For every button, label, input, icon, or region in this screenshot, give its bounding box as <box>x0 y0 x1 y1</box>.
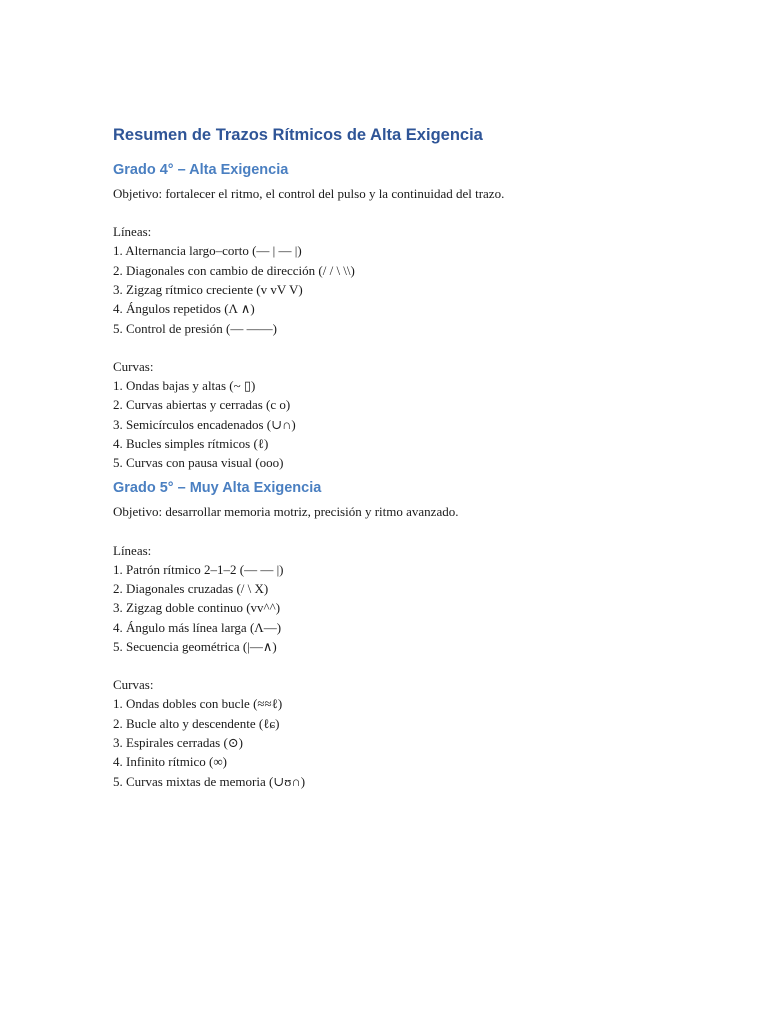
lineas-label: Líneas: <box>113 542 152 558</box>
curvas-list <box>113 694 713 790</box>
objective-text: Objetivo: desarrollar memoria motriz, precisión y ritmo avanzado. <box>113 504 459 520</box>
document-page <box>113 124 713 791</box>
lineas-list <box>113 560 713 656</box>
lineas-label: Líneas: <box>113 224 152 240</box>
list-item: 4. Ángulos repetidos (Λ ∧) <box>113 301 255 317</box>
list-item: 1. Alternancia largo–corto (— | — |) <box>113 243 302 259</box>
list-item: 4. Ángulo más línea larga (Λ—) <box>113 619 282 635</box>
objective-text: Objetivo: fortalecer el ritmo, el control del pulso y la continuidad del trazo. <box>113 186 505 201</box>
list-item: 5. Curvas con pausa visual (ooo) <box>113 455 284 471</box>
list-item: 2. Bucle alto y descendente (ℓɕ) <box>113 715 280 731</box>
list-item: 4. Infinito rítmico (∞) <box>113 754 227 770</box>
list-item: 2. Diagonales cruzadas (/ \ X) <box>113 581 269 597</box>
curvas-label: Curvas: <box>113 358 154 374</box>
list-item: 1. Ondas bajas y altas (~ ▯) <box>113 377 256 393</box>
curvas-list <box>113 376 713 472</box>
list-item: 1. Patrón rítmico 2–1–2 (— — |) <box>113 561 284 577</box>
list-item: 5. Secuencia geométrica (|—∧) <box>113 639 277 655</box>
section-grado-4 <box>113 160 713 472</box>
lineas-list <box>113 241 713 337</box>
list-item: 4. Bucles simples rítmicos (ℓ) <box>113 435 269 451</box>
list-item: 3. Semicírculos encadenados (∪∩) <box>113 416 296 432</box>
list-item: 2. Diagonales con cambio de dirección (/ / \ \\) <box>113 262 355 278</box>
section-heading: Grado 5° – Muy Alta Exigencia <box>113 480 322 497</box>
list-item: 2. Curvas abiertas y cerradas (c o) <box>113 397 291 413</box>
section-grado-5 <box>113 478 713 790</box>
list-item: 3. Espirales cerradas (⊙) <box>113 735 243 751</box>
curvas-label: Curvas: <box>113 677 154 693</box>
list-item: 5. Control de presión (— ——) <box>113 320 277 336</box>
document-title: Resumen de Trazos Rítmicos de Alta Exigencia <box>113 126 483 144</box>
list-item: 3. Zigzag rítmico creciente (v vV V) <box>113 281 303 297</box>
list-item: 5. Curvas mixtas de memoria (∪ʊ∩) <box>113 773 306 789</box>
list-item: 1. Ondas dobles con bucle (≈≈ℓ) <box>113 696 283 712</box>
list-item: 3. Zigzag doble continuo (vv^^) <box>113 600 281 616</box>
section-heading: Grado 4° – Alta Exigencia <box>113 162 289 178</box>
